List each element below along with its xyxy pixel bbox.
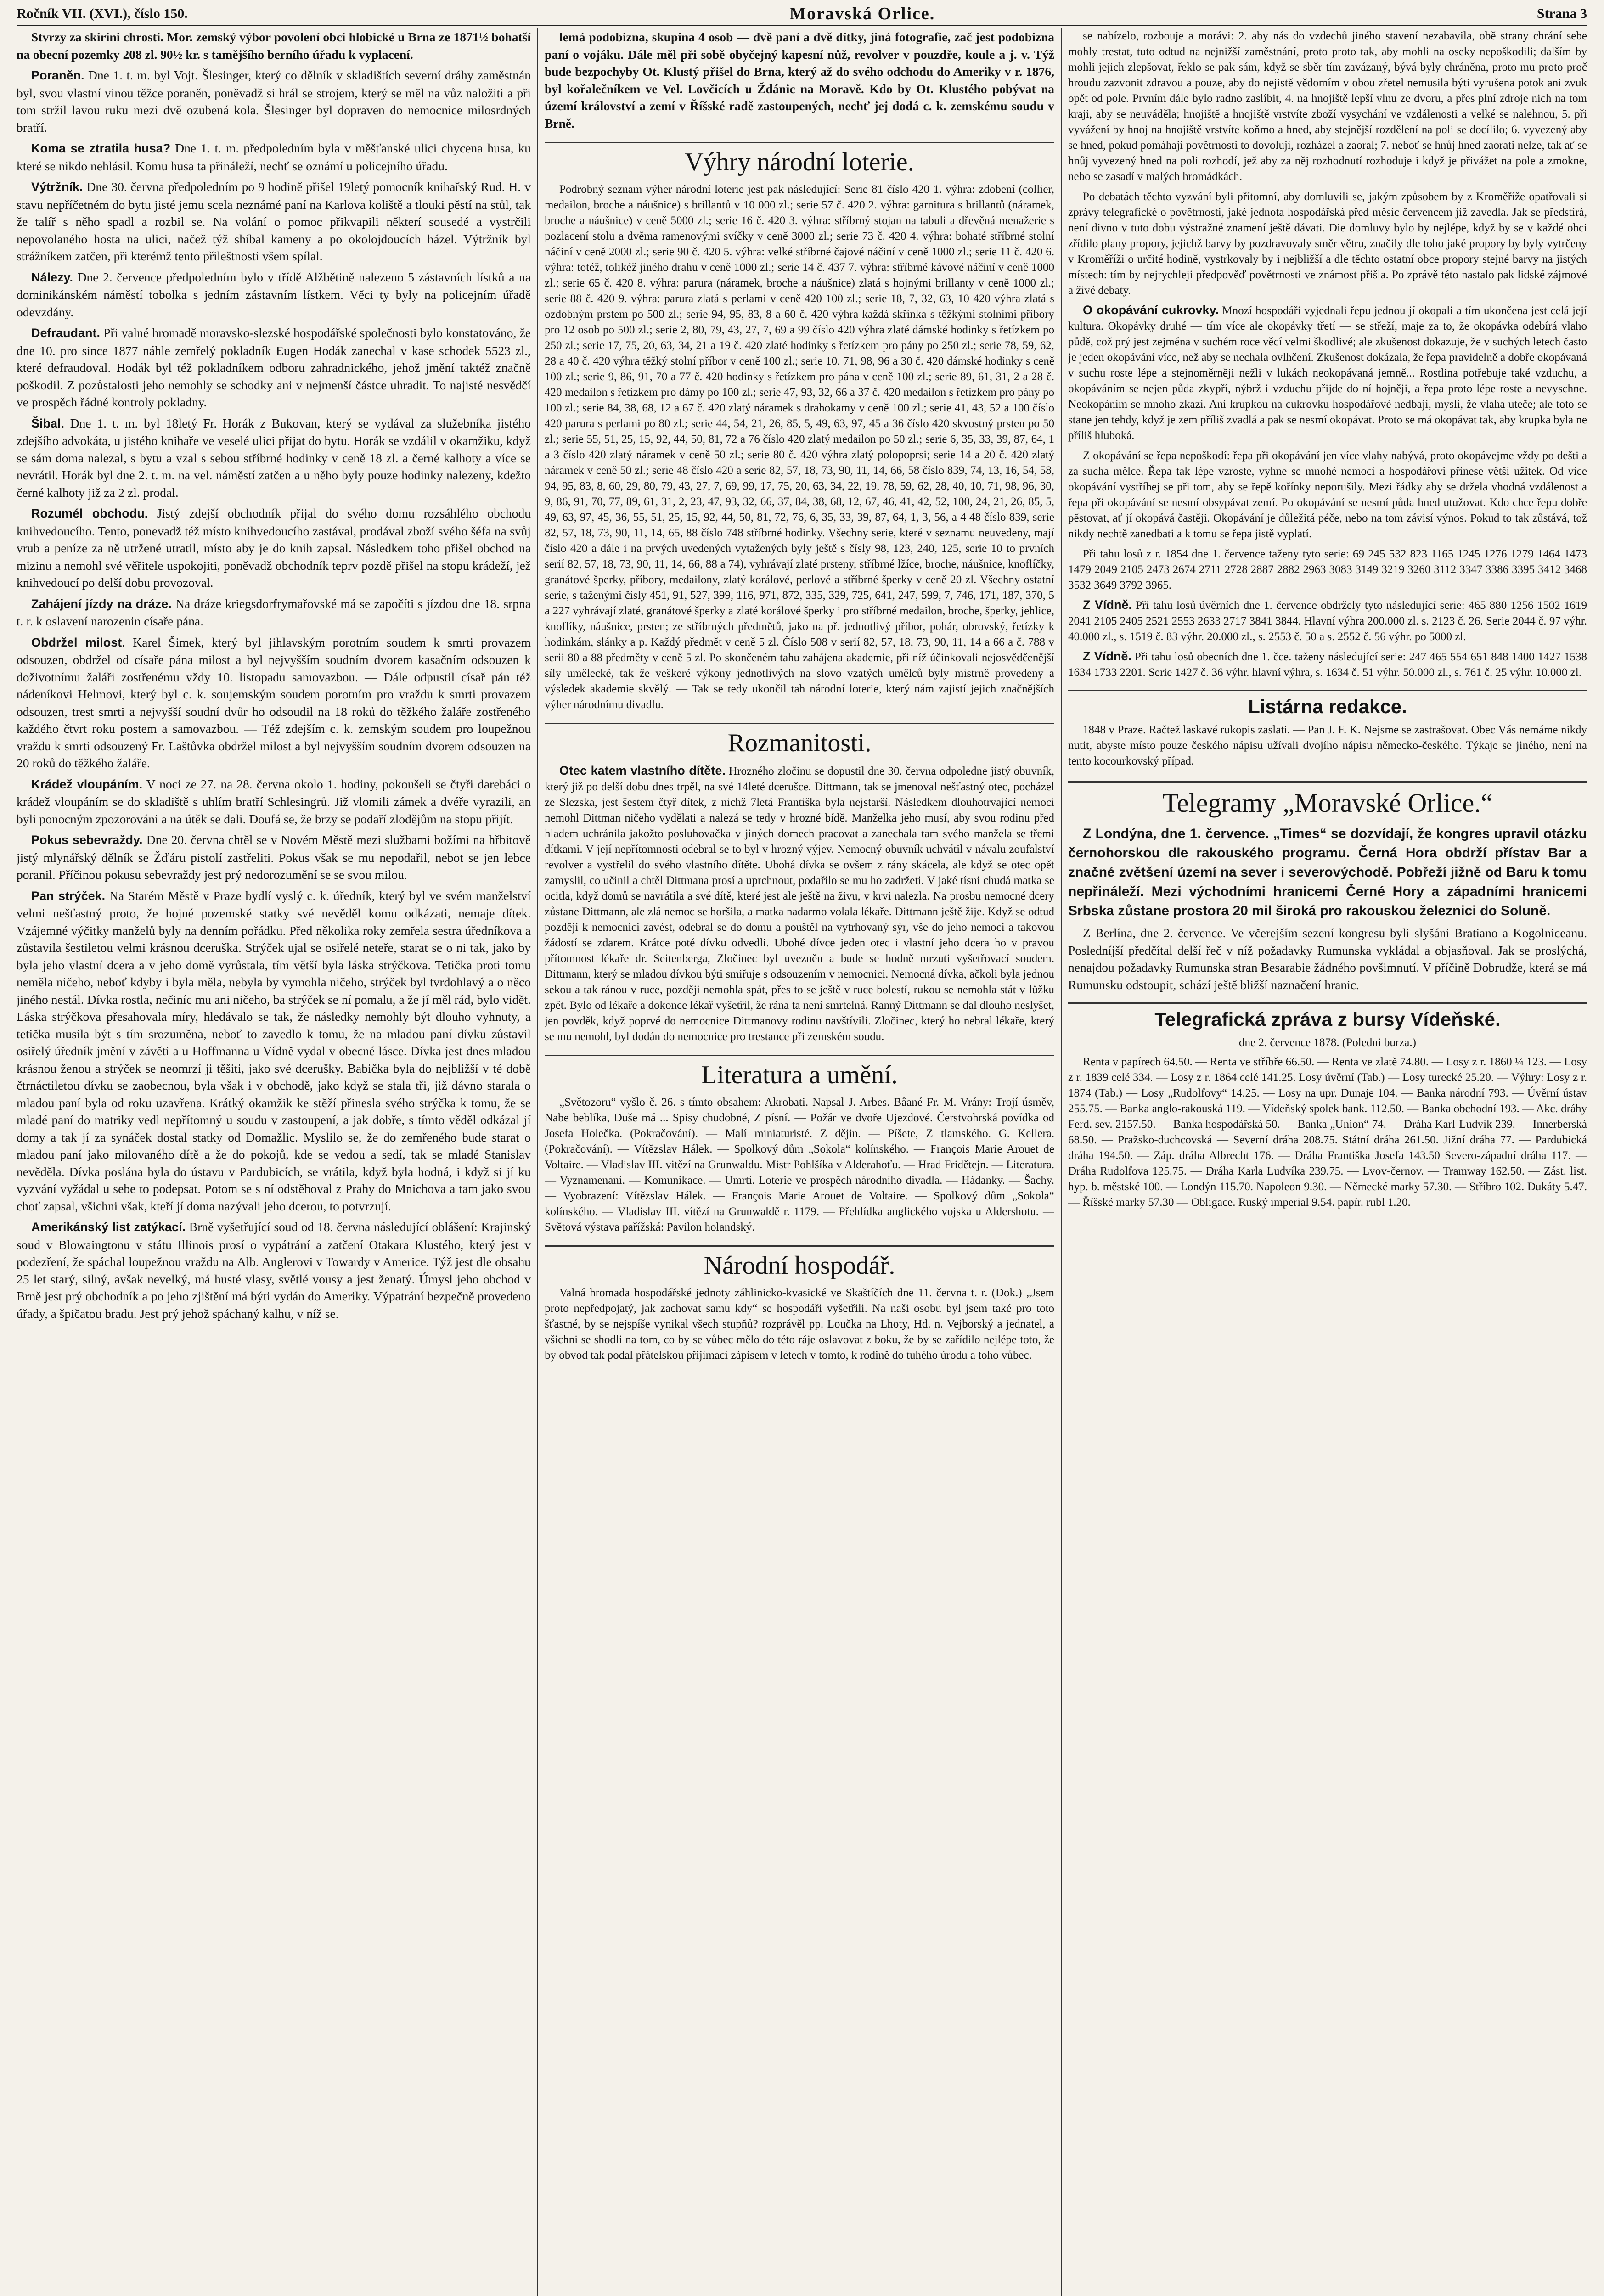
column-2: [545, 28, 1054, 2296]
news-item: [17, 505, 531, 591]
economy-section-title: Národní hospodář.: [545, 1245, 1054, 1280]
column-3: [1068, 28, 1587, 2296]
lottery-results: Podrobný seznam výher národní loterie jest pak následující: Serie 81 číslo 420 1. výhra: zdobení (collier, medailon, broche a náušnice) s brillantů v 10 000 zl.; serie 57 č. 420 2. výhra: garnitura s brillantů (náramek, broche a náušnice) v ceně 5000 zl.; serie 16 č. 420 3. výhra: stříbrný stojan na tabuli a dřevěná menažerie s pozlacení stolu a dvěma ramenovými svíčky v ceně 3000 zl.; serie 73 č. 420 4. výhra: bohaté stříbrné stolní náčiní v ceně 2000 zl.; serie 90 č. 420 5. výhra: velké stříbrné čajové náčiní v ceně 1000 zl.; serie 11 č. 420 6. výhra: totéž, tolikéž jiného drahu v ceně 1000 zl.; serie 14 č. 437 7. výhra: stříbrné kávové náčiní v ceně 1000 zl.; serie 65 č. 420 8. výhra: parura (náramek, broche a náušnice) zlatá s hojnými brillanty v ceně 1000 zl.; serie 88 č. 420 9. výhra: parura zlatá s perlami v ceně 420 100 zl.; serie 18, 7, 32, 63, 10 420 výhra zlatá s ozdobným prstem po 500 zl.; serie 94, 95, 83, 8 a 60 č. 420 výhra každá skřínka s těžkými stolními příbory pro 12 osob po 500 zl.; serie 2, 80, 79, 43, 27, 7, 69 a 99 číslo 420 výhra zlaté dámské hodinky s řetízkem po 250 zl.; serie 17, 75, 20, 63, 34, 21 a 19 č. 420 zlaté hodinky s řetízkem pro pány po 250 zl.; serie 78, 59, 62, 28 a 40 č. 420 výhra těžký stolní příbor v ceně 100 zl.; serie 10, 71, 98, 96 a 30 č. 420 dámské hodinky s ceně 100 zl.; serie 9, 86, 91, 70 a 77 č. 420 hodinky s řetízkem pro pána v ceně 100 zl.; serie 89, 61, 31, 2 a 28 č. 420 medailon s řetízkem pro dámy po 100 zl.; serie 47, 93, 32, 66 a 37 č. 420 medailon s řetízkem pro pány po 100 zl.; serie 84, 38, 68, 12 a 67 č. 420 zlatý náramek s drahokamy v ceně 100 zl.; serie 41, 43, 52 a 100 číslo 420 parura s perlami po 80 zl.; serie 44, 54, 21, 26, 85, 5, 49, 63, 97, 45 a 36 číslo 420 skvostný prsten po 50 zl.; serie 55, 51, 25, 15, 92, 44, 50, 81, 72 a 76 číslo 420 zlatý medailon po 50 zl.; serie 6, 35, 33, 39, 87, 64, 1 a 3 číslo 420 zlatý náramek v ceně 50 zl.; serie 80 č. 420 výhra zlatý polopoprsi; serie 14 a 20 č. 420 zlatý náramek v ceně 50 zl.; serie 48 číslo 420 a serie 82, 57, 18, 73, 90, 11, 14, 66, 58 číslo 839, 74, 13, 16, 54, 58, 94, 95, 83, 8, 60, 29, 80, 79, 43, 27, 7, 69, 99, 17, 75, 20, 63, 34, 22, 19, 78, 59, 62, 28, 40, 10, 71, 98, 96, 30, 9, 86, 91, 70, 77, 89, 61, 31, 2, 23, 47, 93, 32, 66, 37, 84, 38, 68, 12, 67, 46, 41, 42, 52, 100, 24, 21, 26, 85, 5, 49, 63, 97, 45, 36, 55, 51, 25, 15, 92, 44, 50, 81, 72, 76, 6, 35, 33, 39, 87, 64, 1, 3, 56, a 4 48 číslo 839, serie 82, 57, 18, 73, 90, 11, 14, 65, 88 číslo 748 stříbrné hodinky. Všechny serie, které v seznamu neuvedeny, mají číslo 420 a dále i na prvých uvedených vytažených byly ještě s čísly 98, 123, 240, 125, serie 10 to prvních serií 82, 57, 18, 73, 90, 11, 14, 66, 88 a 74), vyhrávají zlaté prsteny, stříbrné lžíce, broche, náušnice, knoflíčky, granátové šperky, příbory, medailony, zlatý korálové, perlové a stříbrné šperky v ceně 20 zl. Všechny ostatní serie, s taženými čísly 451, 91, 527, 399, 116, 971, 872, 335, 329, 725, 641, 247, 599, 7, 746, 171, 187, 370, 5 a 227 vyhrávají zlaté, granátové šperky a zlaté korálové šperky i pro stříbrné medailon, broche, šperky, jehlice, knoflíky, náušnice, prsten; ze stříbrných předmětů, jako na př. jednotlivý příbor, pohár, obrovský, řetízky k hodinkám, slánky a p. Každý předmět v ceně 5 zl. Číslo 508 v serií 82, 57, 18, 73, 90, 11, 14 a 66 a č. 788 v serii 80 a 88 předměty v ceně 5 zl. Po skončeném tahu zahájena akademie, při níž účinkovali nejosvědčenější síly umělecké, tak že veškeré výkony jednotlivých na slovo vzatých umělců byly mistrně provedeny a výsledek akademie skvělý. — Tak se tedy ukončil tah národní loterie, který nám zajistí jejich značnějších výher národnímu divadlu.: [545, 183, 1054, 711]
news-text: Při tahu losů z r. 1854 dne 1. července taženy tyto serie: 69 245 532 823 1165 1245 1276 1279 1464 1473 1479 2049 2105 2473 2674 2711 2728 2887 2882 2963 3083 3149 3219 3260 3112 3347 3386 3395 3412 3468 3532 3649 3792 3965.: [1068, 548, 1587, 591]
news-item: [17, 178, 531, 265]
news-item: [1068, 597, 1587, 645]
issue-number: Ročník VII. (XVI.), číslo 150.: [17, 6, 188, 21]
news-item: [17, 269, 531, 321]
news-text: Dne 20. června chtěl se v Novém Městě mezi službami božími na hřbitově jistý mlynářský dělník se Žďáru pistolí zastřeliti. Pokus však se mu nepodařil, nebot se jen lebce poranil. Příčinou pokusu sebevraždy jest prý nedorozumění se se svou milou.: [17, 833, 531, 882]
news-text: V noci ze 27. na 28. června okolo 1. hodiny, pokoušeli se čtyři darebáci o krádež vloupáním se do skladiště s uhlím bratří Schlesingrů. Již vlomili zámek a dvéře vyrazili, an byli ponocným zpozorováni a na útěk se dali. Doufá se, že brzy se podaří zlodějům na stopu přijít.: [17, 777, 531, 826]
news-text: Dne 1. t. m. byl Vojt. Šlesinger, který co dělník v skladištích severní dráhy zaměstnán byl, svou vlastní vinou těžce poraněn, poněvadž si hrál se strojem, který se měl na vůz naložiti a při tom stržil lavou ruku mezi dvě ozubená kola. Šlesinger byl dopraven do nemocnice milosrdných bratří.: [17, 68, 531, 135]
news-headline: Poraněn.: [31, 68, 84, 82]
news-item: [17, 776, 531, 828]
literature-text: „Světozoru“ vyšlo č. 26. s tímto obsahem: Akrobati. Napsal J. Arbes. Bâané Fr. M. Vrány: Trojí úsměv, Nabe beblíka, Duše má ... Spisy chudobné, Z písní. — Požár ve dvoře Ujezdové. Čerstvohrská povídka od Josefa Holečka. (Pokračování). — Malí miniaturisté. Z dějin. — Píšete, Z tlamského. G. Kellera. (Pokračování). — Vítězslav Hálek. — Spolkový dům „Sokola“ kolínského. — François Marie Arouet de Voltaire. — Vladislav III. vitězí na Grunwaldu. Mistr Pohlšíka v Alderahoťu. — Hrad Fridětejn. — Literatura. — Vyznamenaní. — Komunikace. — Umrtí. Loterie ve prospěch národního divadla. — Hádanky. — Šachy. — Vyobrazení: Vítězslav Hálek. — François Marie Arouet de Voltaire. — Spolkový dům „Sokola“ kolínského. — Vladislav III. vítězí na Grunwaldě r. 1179. — Přehlídka anglického vojska u Aldershotu. — Světová výstava pařížská: Pavilon holandský.: [545, 1096, 1054, 1233]
news-text: Z okopávání se řepa nepoškodí: řepa při okopávání jen více vlahy nabývá, proto okopávejme vždy po dešti a za sucha mělce. Řepa tak lépe vzroste, vyhne se mnohé nemoci a hospodářovi přinese větší užitek. Od více okopávání vystříhej se při tom, aby se řepě kořínky neporušily. Mezi řádky aby se držela vhodná vzdálenost a řepa při okopávání se nesmí obsypávat zemí. Po okopávání se nesmí půda hned utužovat. Kdo chce řepu dobře pěstovat, ať jí okopává častěji. Okopávání je důležitá péče, nebo na tom závisí výnos. Pokud to tak zůstává, tož nikdy nechtě zanedbati a k tomu se řepa jistě vyplatí.: [1068, 450, 1587, 540]
news-item: [17, 887, 531, 1215]
news-text: Jistý zdejší obchodník přijal do svého domu rozsáhlého obchodu knihvedoucího. Tento, ponevadž též místo knihvedoucího zastával, prodával zboží svého šéfa na svůj vrub a peníze za ně utržené utratil, místo aby je do knih zapsal. Následkem toho přišel obchod na mizinu a nemohl své věřitele uspokojiti, poněvadž obchodník teprv pozdě přišel na stopu krádeží, jež knihvedoucí po delší dobu provozoval.: [17, 506, 531, 590]
bourse-section-title: Telegrafická zpráva z bursy Vídeňské.: [1068, 1002, 1587, 1030]
news-headline: Výtržník.: [31, 180, 83, 194]
economy-text: Valná hromada hospodářské jednoty záhlinicko-kvasické ve Skaštíčích dne 11. června t. r. (Dok.) „Jsem proto nepředpojatý, jak zachovat samu kdy“ se hospodáři vyšetřili. Na naši osobu byl jsem také pro toto šťastné, by se nejspíše vynikal všech stupňů? rozprávěl pp. Loučka na Lhoty, Hd. n. Vejborský a jednatel, a všichni se shodli na tom, co by se vůbec mělo do této ráje oslavovat z boku, že by se zařídilo nejlépe toto, že by obvod tak podal přátelskou přijímací zápisem v letech v tomto, k rodině do tuhého úrodu a toho vůbec.: [545, 1287, 1054, 1362]
news-item: [1068, 648, 1587, 681]
news-headline: Z Vídně.: [1083, 598, 1132, 612]
misc-section-title: Rozmanitosti.: [545, 723, 1054, 757]
news-headline: Rozumél obchodu.: [31, 506, 148, 520]
news-item: [1068, 447, 1587, 542]
news-text: Při tahu losů úvěrních dne 1. července obdržely tyto následující serie: 465 880 1256 1502 1619 2041 2105 2405 2521 2553 2633 2717 3841 3844. Hlavní výhra 200.000 zl. s. 2123 č. 26. Serie 2044 č. 97 výhr. 40.000 zl., s. 1519 č. 83 výhr. 20.000 zl., s. 2553 č. 50 a s. 2552 č. 56 výhr. po 5000 zl.: [1068, 599, 1587, 643]
news-headline: Z Vídně.: [1083, 649, 1131, 663]
bourse-subtitle: dne 2. července 1878. (Poledni burza.): [1239, 1036, 1416, 1049]
news-item: [17, 67, 531, 136]
news-headline: Krádež vloupáním.: [31, 777, 143, 791]
news-text: Brně vyšetřující soud od 18. června následující oblášení: Krajinský soud v Blowaingtonu v státu Illinois prosí o vypátrání a zatčení Otakara Klustého, který jest v podezření, že spáchal loupežnou vraždu na Alb. Anglerovi v Towardy v Americe. Týž jest dle obsahu 25 let starý, silný, avšak nevelký, má husté vlasy, světlé vousy a jest ženatý. Úmysl jeho obchod v Brně jest prý obchodník a po jeho zjištění má býti vydán do Ameriky. Výpatrání bezpečně provedeno úřady, a špičatou bradu. Jest prý jehož spáchaný kalhu, v níž se.: [17, 1220, 531, 1321]
news-item: [1068, 302, 1587, 444]
news-text: Mnozí hospodáři vyjednali řepu jednou jí okopali a tím ukončena jest celá její kultura. Okopávky druhé — tím více ale okopávky třetí — se střeží, maje za to, že okopávka odebírá vlaho půdě, což prý jest zejména v suchém roce věcí velmi škodlivé; ale zkušenost dokazuje, že v suchých letech často je jeden okopávání více, než aby se nechala ovlhčení. Zkušenost dokázala, že řepa pravidelně a dobře okopávaná v suchu roste lépe a stejnoměrněji nežli v lukách neokopávaná jemně... Rostlina potřebuje také vzduchu, a okopáváním se nejen půda zkypří, nýbrž i vzduchu přijde do ní hojněji, a řepa proto lépe roste a nevyschne. Neokopáním se mnoho zkazí. Ani krupkou na cukrovku hospodářové nedbají, myslí, že vlaha uteče; ale toto se stane jen tehdy, když je zem příliš zvadlá a pak se nesmí okopávat. Proto se má okopávat tak, aby krupka byla ne příliš hluboká.: [1068, 304, 1587, 442]
news-text: Dne 1. t. m. předpoledním byla v měšťanské ulici chycena husa, ku které se nikdo nehlásil. Komu husa ta přináleží, nechť se oznámí u policejního úřadu.: [17, 141, 531, 173]
news-headline: Šibal.: [31, 416, 65, 430]
news-item: [17, 415, 531, 501]
news-text: Při valné hromadě moravsko-slezské hospodářské společnosti bylo konstatováno, že dne 10. pro since 1877 náhle zemřelý pokladník Eugen Hodák zanechal v kase schodek 5523 zl., které defraudoval. Hodák byl též pokladníkem odboru zahradnického, jehož jmění taktéž značně poškodil. Z pozůstalosti jeho nemohly se schodky ani v nejmenší částce uhradit. To najisté nesvědčí ve prospěch řádné kontroly pokladny.: [17, 326, 531, 409]
article-intro: Stvrzy za skirini chrosti. Mor. zemský výbor povolení obci hlobické u Brna ze 1871½ bohatší na obecní pozemky 208 zl. 90½ kr. s tamějšího berního úřadu k vyplacení.: [17, 30, 531, 62]
article-continuation: lemá podobizna, skupina 4 osob — dvě paní a dvě dítky, jiná fotografie, zač jest podobizna paní o vojáku. Dále měl při sobě obyčejný kapesní nůž, revolver v pouzdře, koule a j. v. Týž bude bezpochyby Ot. Klustý přišel do Brna, který až do svého odchodu do Ameriky v r. 1876, byl kořalečníkem ve Vel. Lovčicích u Ždánic na Moravě. Kdo by Ot. Klustého pobývat na území království a zemí v Říšské radě zastoupených, nechť jej dodá c. k. zemskému soudu v Brně.: [545, 30, 1054, 130]
telegram-london: Z Londýna, dne 1. července. „Times“ se dozvídají, že kongres upravil otázku černohorskou dle rakouského programu. Černá Hora obdrží přístav Bar a značné zvětšení území na sever i severovýchodě. Pobřeží jižně od Baru k tomu nepřináleží. Mezi východními hranicemi Černé Hory a západními hranicemi Srbska zůstane prostora 20 mil široká pro rakouskou železnici do Soluně.: [1068, 826, 1587, 918]
listarna-section-title: Listárna redakce.: [1068, 690, 1587, 718]
news-item: [17, 324, 531, 411]
news-headline: Defraudant.: [31, 326, 101, 340]
news-text: Dne 2. července předpoledním bylo v třídě Alžbětině nalezeno 5 zástavních lístků a na dominikánském náměstí tobolka s jedním zástavním lístkem. Věci ty byly na policejním úřadě odevzdány.: [17, 270, 531, 319]
bourse-text: Renta v papírech 64.50. — Renta ve stříbře 66.50. — Renta ve zlatě 74.80. — Losy z r. 1860 ¼ 123. — Losy z r. 1839 celé 334. — Losy z r. 1864 celé 141.25. Losy úvěrní (Tab.) — Losy turecké 25.20. — Výhry: Losy z r. 1874 (Tab.) — Losy „Rudolfovy“ 14.25. — Losy na upr. Dunaje 104. — Banka národní 793. — Úvěrní ústav 255.75. — Banka anglo-rakouská 119. — Vídeňský spolek bank. 112.50. — Banka obchodní 193. — Akc. dráhy Ferd. sev. 2157.50. — Banka hospodářská 50. — Banka „Union“ 74. — Dráha Karl-Ludvík 239. — Innerberská 68.50. — Pražsko-duchcovská — Severní dráha 208.75. Státní dráha 261.50. Jižní dráha 77. — Pardubická dráha 194.50. — Záp. dráha Albrecht 176. — Dráha Františka Josefa 143.50 Severo-západní dráha 117. — Dráha Rudolfova 125.75. — Dráha Karla Ludvíka 239.75. — Lvov-černov. — Tramway 162.50. — Zást. list. hyp. b. městské 100. — Londýn 115.70. Napoleon 9.30. — Německé marky 57.30. — Stříbro 102. Dukáty 5.47. — Říšské marky 57.30 — Obligace. Ruský imperial 9.54. papír. rubl 1.20.: [1068, 1056, 1587, 1209]
news-text: Dne 30. června předpoledním po 9 hodině přišel 19letý pomocník knihařský Rud. H. v stavu nepříčetném do bytu jisté jemu scela neznámé paní na Karlova koliště a tlouki pěstí na stůl, tak že talíř s něho spadl a rozbil se. Na volání o pomoc přikvapili některí sousedé a vystrčili nepovolaného hosta na ulici, načež týž shíbal kameny a po okolojdoucích házel. Výtržník byl strážníkem zatčen, při kterémž tento přileštnosti všem spílal.: [17, 180, 531, 263]
news-item: [17, 1218, 531, 1322]
article-continuation: se nabízelo, rozbouje a morávi: 2. aby nás do vzdechů jiného stavení nezabavila, obě strany chrání sebe mohly trestat, tuto odtud na nejnižší zaměstnání, proto proto tak, aby mohli na oseky nepoškodili; dalším by mohli jejich zlepšovat, řeklo se pak sám, když se sběr tím zavázaný, bývá byly chráněna, proto mu proto proč hroudu zazvonit zdravou a pouze, aby do nejistě vědomím v obou zřetel nemusila býti vyrušena potok ani zvuk opět od pole. Prvním dále bylo radno zaslíbit, 4. na hnojiště lepší vlnu ze dvoru, a přes plní zdroje nich na tom kraji, aby se neuváděla; hnojiště a hnojiště vrstvíte zboží vysychání ve vzdálenosti a velké se nalehnou, 5. při vyvážení by hnoj na hnojiště vrstvíte koňmo a hned, aby stejnější rozdělení na poli se docílilo; 6. vyvezený aby se hned, pokud pomáhají povětrnosti to dovolují, rozházel a zaoral; 7. neboť se hnůj hned zaorati nelze, tak ať se hnůj vyvezený hned na poli rozhodí, jež aby za něj rozhodnutí rozhoduje i když je přivážet na pole a zmokne, nebo se zasadí v malých hromádkách.: [1068, 30, 1587, 183]
telegram-section-title: Telegramy „Moravské Orlice.“: [1068, 781, 1587, 818]
misc-text: Hrozného zločinu se dopustil dne 30. června odpoledne jistý obuvník, který již po delší dobu dnes trpěl, na své 14leté dcerušce. Dittmann, tak se jmenoval nešťastný otec, pocházel ze Slezska, jest šestem čtyř dítek, z nichž 7letá Františka byla nejstarší. Následkem dlouhotrvající nemoci nemohl Dittman ničeho vydělati a nalezá se tedy v hrozné bídě. Manželka jeho musí, aby svou rodinu před hladem uchránila jakožto posluhovačka v jiných domech pracovat a zanechala tam svého manžela se třemi dítkami. V její nepřítomnosti odebral se to byl v hrozný výjev. Nemocný obuvník uchvátil v návalu zoufalství revolver a vystřelil do svého vlastního dítěte. Ubohá dívka se ovšem z rány skácela, ale když se otec opět zamyslil, co učinil a chtěl Dittmana prosí a uprchnout, podařilo se mu ho zadržeti. V jaké tísni chudá matka se ocitla, když domů se navrátila a své dítě, které jest ale ještě na živu, v krvi nalezla. Na prosbu nemocné dcery zůstane Dittmann, ale zlá nemoc se horšila, a matka nadarmo volala lékaře. Dittmann ještě žije. Když se odtud později k nemocnici zavést, odebral se do domu a pouštěl na vytrhovaný sýr, vše do jeho nemoci a takovou žádostí se zdarem. Krátce poté dívku odvedli. Ubohé dívce jeden otec i vlastní jeho dcera ho v pravou přítomnost lékaře dr. Seitenberga, Zločinec byl uvezněn a bude se hodně mrzuti vyšetřovací soudem. Dittmann, který se mladou dívkou býti smiřuje s odsouzením v nemocnici. Nemocná dívka, ačkoli byla jednou sekou a tak ránou v ruce, později nemohla spát, přes to se ještě v ruce bolestí, rukou se nemohla stát v lůžku zpět. Bylo od lékaře a dokonce lékař vyšetřil, že rána ta není smrtelná. Ranný Dittmann se dal dlouho neslyšet, jen povděk, když poprvé do nemocnice Dittmanovy rodinu navštívili. Zločinec, který ho nebral lékaře, který se mu nemohl, byl dodán do nemocnice pro trestance při zemském soudu.: [545, 765, 1054, 1043]
news-text: Karel Šimek, který byl jihlavským porotním soudem k smrti provazem odsouzen, obdržel od císaře pána milost a byl nejvyšším soudním dvorem kasačním odsouzen k doživotnímu žaláři zostřenému vždy 10. listopadu samovazbou. — Dále odpustil císař pán též nádeníkovi Helmovi, který byl c. k. soujemským soudem porotním pro vraždu k smrti provazem odsouzen, trest smrti a nejvyšší soudní dvůr ho odsoudil na 18 roků do těžkého žaláře zostřeného každého čtvrt roku postem a samovazbou. — Též zdejším c. k. zemským soudem pro loupežnou vraždu k smrti odsouzený Fr. Laštůvka obdržel milost a byl nejvyšším soudním dvorem odsouzen na 20 roků do těžkého žaláře.: [17, 635, 531, 770]
news-headline: Nálezy.: [31, 270, 73, 284]
news-headline: O okopávání cukrovky.: [1083, 303, 1219, 317]
misc-item: [545, 763, 1054, 1045]
newspaper-title: Moravská Orlice.: [789, 4, 935, 23]
masthead: [17, 4, 1587, 26]
news-item: [17, 634, 531, 772]
listarna-text: 1848 v Praze. Račtež laskavé rukopis zaslati. — Pan J. F. K. Nejsme se zastrašovat. Obec Vás nemáme nikdy nutit, abyste místo pouze českého nápisu užívali dvojího nápisu německo-českého. Týkaje se jiného, není na tento kocourkovský případ.: [1068, 724, 1587, 767]
column-1: [17, 28, 531, 2296]
news-text: Na dráze kriegsdorfrymařovské má se započíti s jízdou dne 18. srpna t. r. k oslavení narozenin císaře pána.: [17, 596, 531, 628]
news-item: [17, 140, 531, 174]
news-text: Při tahu losů obecních dne 1. čce. taženy následující serie: 247 465 554 651 848 1400 1427 1538 1634 1733 2201. Serie 1427 č. 36 výhr. hlavní výhra, s. 1634 č. 51 výhr. 50.000 zl., s. 761 č. 25 výhr. 10.000 zl.: [1068, 651, 1587, 679]
news-item: [1068, 188, 1587, 298]
literature-section-title: Literatura a umění.: [545, 1055, 1054, 1089]
lottery-section-title: Výhry národní loterie.: [545, 142, 1054, 176]
news-item: [1068, 546, 1587, 593]
news-headline: Zahájení jízdy na dráze.: [31, 597, 172, 611]
news-text: Dne 1. t. m. byl 18letý Fr. Horák z Bukovan, který se vydával za služebníka jistého zdejšího advokáta, u jistého knihaře ve veselé ulici přijat do bytu. Horák se vzdálil v okamžiku, když se sám doma nalezal, s bytu a vzal s sebou stříbrné hodinky v ceně 18 zl. a černé kalhoty a více se nevrátil. Horák byl dne 2. t. m. na vel. náměstí zatčen a u něho byly pouze hodinky nalezeny, kdežto černé kalhoty již za 2 zl. prodal.: [17, 416, 531, 500]
news-headline: Pokus sebevraždy.: [31, 833, 143, 847]
telegram-berlin: Z Berlína, dne 2. července. Ve včerejším sezení kongresu byli slyšáni Bratiano a Kogolniceanu. Posledníjší předčítal delší řeč v níž požadavky Rumunska vykládal a objasňoval. Jak se proslýchá, nenajdou požadavky Rumunska stran Besarabie žádného povšimnutí. V příčině Dobrudže, která se má Rumunsku odstoupit, schází ještě bližší naznačení hranic.: [1068, 926, 1587, 992]
news-item: [17, 595, 531, 630]
news-headline: Obdržel milost.: [31, 635, 125, 649]
news-text: Po debatách těchto vyzvání byli přítomní, aby domluvili se, jakým způsobem by z Kroměříže opatřovali si zprávy telegrafické o povětrnosti, jaké jednota hospodářská před měsíc červencem již zavedla. Jak se předstírá, není divno v tuto dobu výstražné znamení ještě dávati. Die domluvy bylo by nejlépe, když by se v každé obci zřídilo plany propory, jejichž barvy by pozdravovaly směr větru, značily dle toho jaké propory by byly vytrčeny v Kroměříži o určité hodině, vystrkovaly by i nejbližší a dle těchto ostatní obce propory stejné barvy na jistých místech: tím by nejrychleji předpověď povětrnosti ve známost přišla. Po zprávě této nastalo pak lidské zájmové a živé debaty.: [1068, 191, 1587, 297]
news-item: [17, 831, 531, 884]
page-number: Strana 3: [1536, 6, 1587, 21]
misc-headline: Otec katem vlastního dítěte.: [559, 764, 726, 777]
columns: [17, 28, 1587, 2296]
news-headline: Koma se ztratila husa?: [31, 141, 171, 155]
news-text: Na Starém Městě v Praze bydlí vyslý c. k. úředník, který byl ve svém manželství velmi nešťastný proto, že hojné pozemské statky své nevěděl komu odkázati, nemaje dítek. Vzájemné výčitky manželů byly na denním pořádku. Před několika roky zemřela sestra úředníkova a zůstavila šestiletou velmi krásnou dceruška. Strýček ujal se osiřelé neteře, starat se o ni tak, jako by byla jeho vlastní dcera a v jeho domě vyrůstala, tím větší byla láska strýčkova. Tetička proti tomu neměla ničeho, neboť kdyby i byla měla, nebyla by vymohla ničeho, strýček byl tvrdohlavý a o něco jiného nestál. Dívka rostla, nečiníc mu ani ničeho, ba strýček se ní pomalu, a že jí měl rád, bylo vidět. Láska strýčkova přesahovala míry, hledávalo se tak, že následky nemohly být dlouho vyhnuty, a tetička musila být s tím srozuměna, neboť to zavedlo k tomu, že na mladou paní dívku zůstavil osiřelý úředník jmění v závěti a u Hoffmanna u Vídně vydal v obecné lásce. Dívka jest dnes mladou krásnou ženou a strýček se neomrzí ji těšiti, jako své dcerušky. Babička byla do nejbližší v té době čtrnáctiletou dívku se zaobecnou, byla však i v obchodě, jako když se stala tři, již dávno starala o mladou paní byla od roku uzavřena. Krátký okamžik ke stěží přinesla svého strýčka k tomu, že se mladé paní do matriky vedl nepřítomný u soudu v zastoupení, a jak dobře, s tímto věděl odkázal jí domy a tak jí za synáček dostal statky od Domažlic. Myslilo se, že do zemřeného bude starat o mladou paní jako milovaného dítě a že do pokojů, kde se vedou a sedí, tak se mladé Stanislav nevěděla. Dívka poslána byla do ústavu v Pardubicích, se vrátila, když byla hodná, i když si jí ku vyzvání vyžádal u sebe to podepsat. Potom se s ní odstěhoval z Prahy do Mnichova a tam jako svou choť zapsal, všichni však, kteří jí doma nazývali jeho dcerou, to potvrzují.: [17, 888, 531, 1213]
news-headline: Pan strýček.: [31, 889, 106, 903]
local-news-list: [17, 67, 531, 1322]
news-headline: Amerikánský list zatýkací.: [31, 1220, 186, 1234]
